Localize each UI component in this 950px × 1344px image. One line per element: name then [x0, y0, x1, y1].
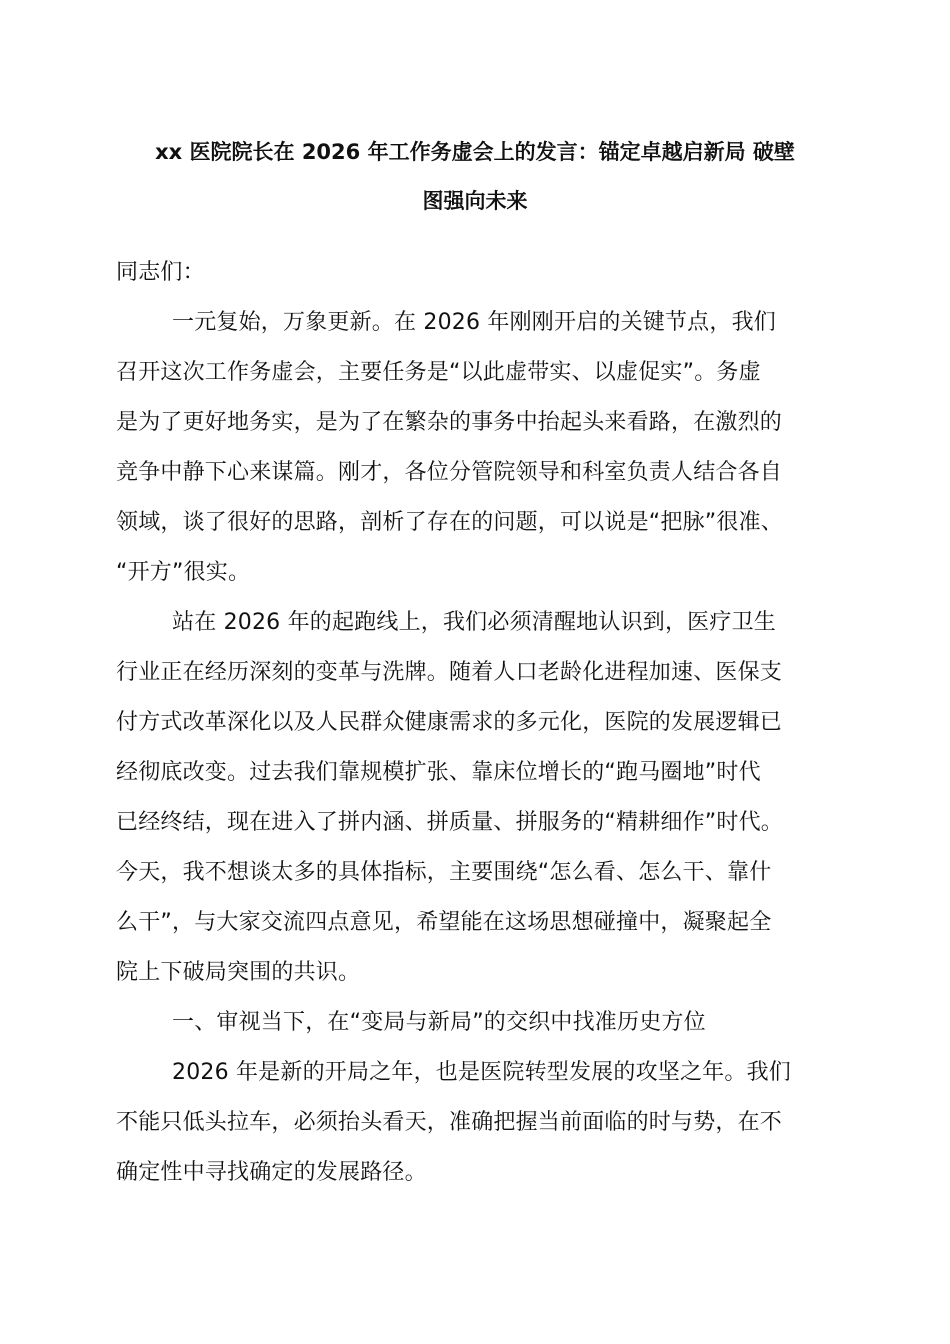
paragraph-2-line-4: 经彻底改变。过去我们靠规模扩张、靠床位增长的“跑马圈地”时代: [116, 760, 761, 785]
paragraph-1-line-4: 竞争中静下心来谋篇。刚才，各位分管院领导和科室负责人结合各自: [116, 460, 783, 485]
paragraph-2-line-5: 已经终结，现在进入了拼内涵、拼质量、拼服务的“精耕细作”时代。: [116, 810, 783, 835]
paragraph-2-line-2: 行业正在经历深刻的变革与洗牌。随着人口老龄化进程加速、医保支: [116, 660, 783, 685]
paragraph-1-line-1: 一元复始，万象更新。在 2026 年刚刚开启的关键节点，我们: [172, 310, 776, 335]
paragraph-2-line-3: 付方式改革深化以及人民群众健康需求的多元化，医院的发展逻辑已: [116, 710, 783, 735]
paragraph-1-line-3: 是为了更好地务实，是为了在繁杂的事务中抬起头来看路，在激烈的: [116, 410, 783, 435]
document-title-line-1: xx 医院院长在 2026 年工作务虚会上的发言：锚定卓越启新局 破壁: [155, 140, 795, 164]
salutation: 同志们：: [116, 260, 205, 285]
paragraph-1-line-6: “开方”很实。: [116, 560, 251, 585]
paragraph-1-line-2: 召开这次工作务虚会，主要任务是“以此虚带实、以虚促实”。务虚: [116, 360, 761, 385]
paragraph-2-line-8: 院上下破局突围的共识。: [116, 960, 361, 985]
document-title-line-2: 图强向未来: [422, 189, 528, 213]
paragraph-2-line-7: 么干”，与大家交流四点意见，希望能在这场思想碰撞中，凝聚起全: [116, 910, 772, 935]
paragraph-3-line-1: 2026 年是新的开局之年，也是医院转型发展的攻坚之年。我们: [172, 1060, 791, 1085]
paragraph-2-line-6: 今天，我不想谈太多的具体指标，主要围绕“怎么看、怎么干、靠什: [116, 860, 772, 885]
paragraph-3-line-3: 确定性中寻找确定的发展路径。: [116, 1160, 427, 1185]
paragraph-2-line-1: 站在 2026 年的起跑线上，我们必须清醒地认识到，医疗卫生: [172, 610, 776, 635]
paragraph-1-line-5: 领域，谈了很好的思路，剖析了存在的问题，可以说是“把脉”很准、: [116, 510, 783, 535]
section-heading-1: 一、审视当下，在“变局与新局”的交织中找准历史方位: [172, 1010, 706, 1035]
paragraph-3-line-2: 不能只低头拉车，必须抬头看天，准确把握当前面临的时与势，在不: [116, 1110, 783, 1135]
